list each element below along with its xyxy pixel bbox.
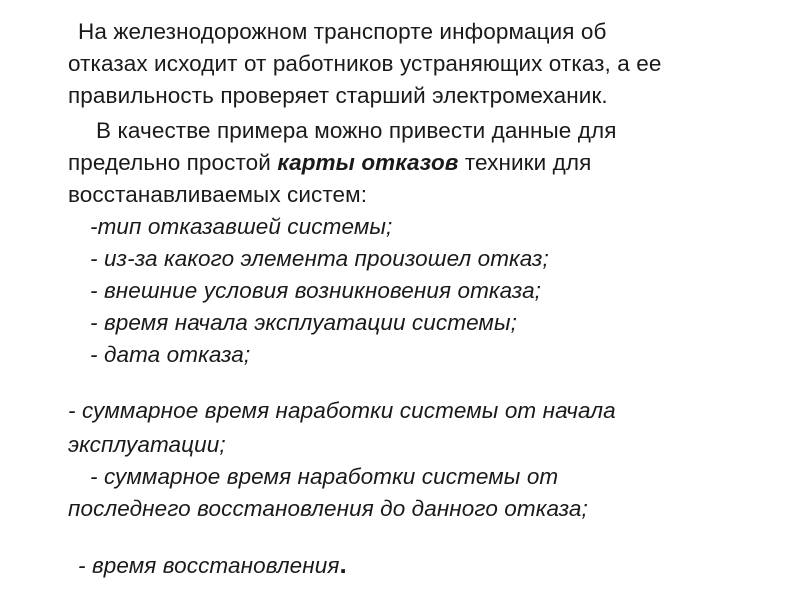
paragraph2-line2-after: техники для xyxy=(458,150,592,175)
paragraph2-line2 xyxy=(68,147,591,179)
paragraph2-line1: В качестве примера можно привести данные для xyxy=(96,118,617,143)
last-item-text: - время восстановления xyxy=(78,553,340,578)
paragraph1-line1: На железнодорожном транспорте информация об xyxy=(78,19,607,44)
list-item: - дата отказа; xyxy=(90,342,251,367)
summary-item2-line2: последнего восстановления до данного отказа; xyxy=(68,496,588,521)
last-item-end: . xyxy=(339,549,347,579)
list-item: - из-за какого элемента произошел отказ; xyxy=(90,246,549,271)
paragraph2-line3: восстанавливаемых систем: xyxy=(68,182,368,207)
summary-item1-line1: - суммарное время наработки системы от начала xyxy=(68,398,616,423)
summary-item2-line1: - суммарное время наработки системы от xyxy=(90,464,559,489)
paragraph1-line3: правильность проверяет старший электромеханик. xyxy=(68,83,608,108)
list-item: -тип отказавшей системы; xyxy=(90,214,393,239)
list-item: - внешние условия возникновения отказа; xyxy=(90,278,542,303)
paragraph1-line2: отказах исходит от работников устраняющих отказ, а ее xyxy=(68,51,662,76)
failure-map-term: карты отказов xyxy=(277,150,459,175)
last-item xyxy=(78,548,347,582)
summary-item1-line2: эксплуатации; xyxy=(68,432,226,457)
paragraph2-line2-before: предельно простой xyxy=(68,150,278,175)
list-item: - время начала эксплуатации системы; xyxy=(90,310,517,335)
